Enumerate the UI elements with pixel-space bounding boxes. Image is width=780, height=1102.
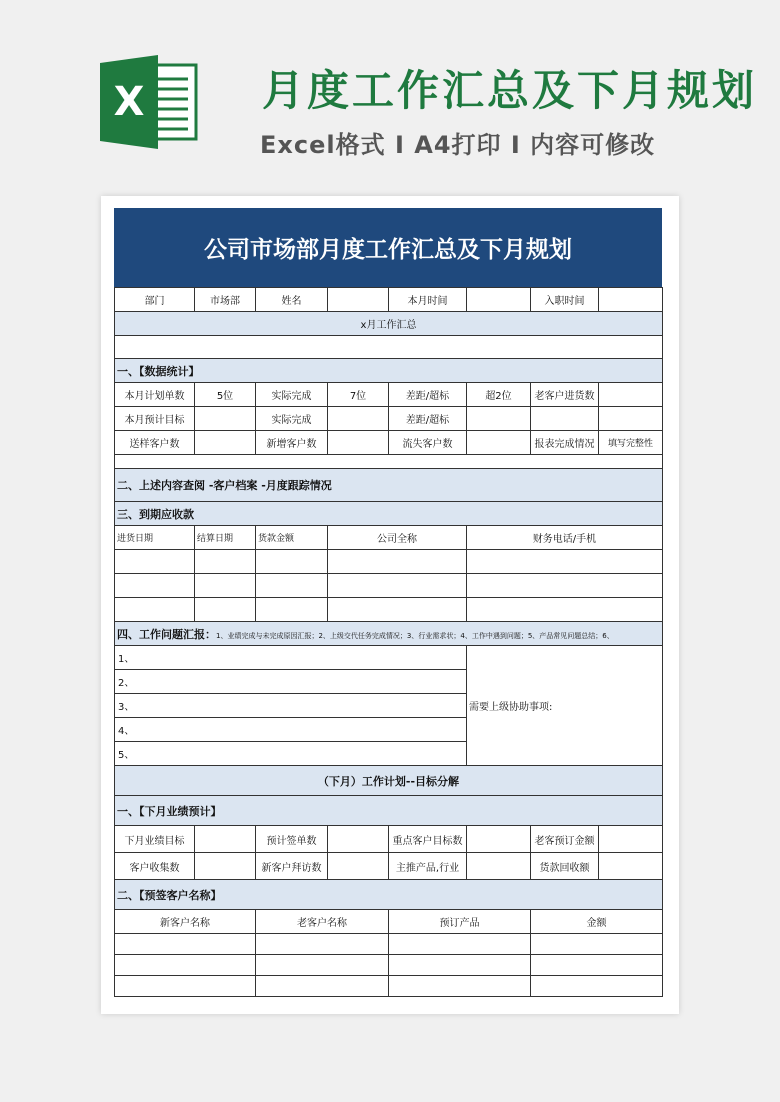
table-cell[interactable] — [467, 550, 663, 574]
blank-row — [115, 455, 663, 469]
cell-value[interactable] — [195, 826, 256, 853]
table-cell[interactable] — [256, 574, 328, 598]
cell-label: 预计签单数 — [256, 826, 328, 853]
cell-label: 货款回收额 — [531, 853, 599, 880]
issues-note: 1、业绩完成与未完成原因汇报；2、上级交代任务完成情况；3、行业需求状；4、工作中遇到问题；5、产品常见问题总结；6、 — [216, 631, 614, 640]
cell-value[interactable] — [467, 431, 531, 455]
col-header: 新客户名称 — [115, 910, 256, 934]
page-subtitle: Excel格式 I A4打印 I 内容可修改 — [260, 131, 656, 159]
blank-row — [115, 336, 663, 359]
cell-value[interactable] — [328, 431, 389, 455]
table-cell[interactable] — [195, 550, 256, 574]
table-cell[interactable] — [467, 598, 663, 622]
cell-label: 报表完成情况 — [531, 431, 599, 455]
cell-label: 填写完整性 — [599, 431, 663, 455]
issue-item[interactable]: 4、 — [115, 718, 467, 742]
cell-value[interactable]: 超2位 — [467, 383, 531, 407]
section-forecast: 一、【下月业绩预计】 — [115, 796, 663, 826]
join-label: 入职时间 — [531, 288, 599, 312]
table-cell[interactable] — [531, 934, 663, 955]
table-cell[interactable] — [328, 574, 467, 598]
section-presign: 二、【预签客户名称】 — [115, 880, 663, 910]
cell-label: 新增客户数 — [256, 431, 328, 455]
page-title: 月度工作汇总及下月规划 — [262, 66, 758, 115]
col-header: 货款金额 — [256, 526, 328, 550]
report-table — [114, 287, 663, 997]
table-cell[interactable] — [389, 955, 531, 976]
cell-value[interactable] — [328, 407, 389, 431]
issues-title: 四、工作问题汇报： — [117, 627, 216, 641]
cell-value[interactable] — [467, 853, 531, 880]
cell-value[interactable]: 7位 — [328, 383, 389, 407]
name-label: 姓名 — [256, 288, 328, 312]
cell-label: 流失客户数 — [389, 431, 467, 455]
issue-item[interactable]: 1、 — [115, 646, 467, 670]
cell-label: 送样客户数 — [115, 431, 195, 455]
cell-label: 老客预订金额 — [531, 826, 599, 853]
cell-value[interactable] — [467, 407, 531, 431]
cell-value[interactable] — [599, 853, 663, 880]
table-cell[interactable] — [115, 955, 256, 976]
plan-title: （下月）工作计划--目标分解 — [115, 766, 663, 796]
cell-label: 客户收集数 — [115, 853, 195, 880]
cell-value[interactable] — [195, 853, 256, 880]
table-cell[interactable] — [328, 598, 467, 622]
cell-value[interactable] — [531, 407, 599, 431]
table-cell[interactable] — [256, 550, 328, 574]
summary-title: x月工作汇总 — [115, 312, 663, 336]
help-needed[interactable]: 需要上级协助事项: — [467, 646, 663, 766]
cell-label: 实际完成 — [256, 407, 328, 431]
col-header: 老客户名称 — [256, 910, 389, 934]
section-data-stats: 一、【数据统计】 — [115, 359, 663, 383]
cell-label: 本月预计目标 — [115, 407, 195, 431]
table-cell[interactable] — [328, 550, 467, 574]
cell-label: 重点客户目标数 — [389, 826, 467, 853]
cell-value[interactable] — [599, 826, 663, 853]
section-receivables: 三、到期应收款 — [115, 502, 663, 526]
name-value[interactable] — [328, 288, 389, 312]
col-header: 公司全称 — [328, 526, 467, 550]
cell-label: 新客户拜访数 — [256, 853, 328, 880]
cell-label: 实际完成 — [256, 383, 328, 407]
col-header: 预订产品 — [389, 910, 531, 934]
table-cell[interactable] — [531, 976, 663, 997]
cell-label: 差距/超标 — [389, 407, 467, 431]
table-cell[interactable] — [467, 574, 663, 598]
section-issues — [115, 622, 663, 646]
table-cell[interactable] — [115, 934, 256, 955]
cell-value[interactable] — [599, 383, 663, 407]
cell-value[interactable] — [195, 431, 256, 455]
cell-label: 本月计划单数 — [115, 383, 195, 407]
table-cell[interactable] — [115, 550, 195, 574]
issue-item[interactable]: 3、 — [115, 694, 467, 718]
col-header: 财务电话/手机 — [467, 526, 663, 550]
month-label: 本月时间 — [389, 288, 467, 312]
cell-label: 老客户进货数 — [531, 383, 599, 407]
col-header: 金额 — [531, 910, 663, 934]
table-cell[interactable] — [195, 598, 256, 622]
cell-value[interactable] — [328, 853, 389, 880]
table-cell[interactable] — [195, 574, 256, 598]
dept-label: 部门 — [115, 288, 195, 312]
cell-value[interactable]: 5位 — [195, 383, 256, 407]
table-cell[interactable] — [256, 934, 389, 955]
cell-label: 下月业绩目标 — [115, 826, 195, 853]
table-cell[interactable] — [256, 976, 389, 997]
month-value[interactable] — [467, 288, 531, 312]
table-cell[interactable] — [115, 976, 256, 997]
document-title: 公司市场部月度工作汇总及下月规划 — [114, 208, 662, 287]
cell-value[interactable] — [195, 407, 256, 431]
table-cell[interactable] — [389, 934, 531, 955]
table-cell[interactable] — [256, 955, 389, 976]
col-header: 结算日期 — [195, 526, 256, 550]
table-cell[interactable] — [256, 598, 328, 622]
col-header: 进货日期 — [115, 526, 195, 550]
section-review: 二、上述内容查阅 -客户档案 -月度跟踪情况 — [115, 469, 663, 502]
table-cell[interactable] — [531, 955, 663, 976]
cell-label: 差距/超标 — [389, 383, 467, 407]
table-cell[interactable] — [389, 976, 531, 997]
issue-item[interactable]: 2、 — [115, 670, 467, 694]
cell-label: 主推产品,行业 — [389, 853, 467, 880]
logo-letter: X — [113, 79, 145, 125]
join-value[interactable] — [599, 288, 663, 312]
cell-value[interactable] — [599, 407, 663, 431]
cell-value[interactable] — [467, 826, 531, 853]
cell-value[interactable] — [328, 826, 389, 853]
table-cell[interactable] — [115, 598, 195, 622]
issue-item[interactable]: 5、 — [115, 742, 467, 766]
table-cell[interactable] — [115, 574, 195, 598]
dept-value[interactable]: 市场部 — [195, 288, 256, 312]
excel-icon — [100, 55, 198, 149]
